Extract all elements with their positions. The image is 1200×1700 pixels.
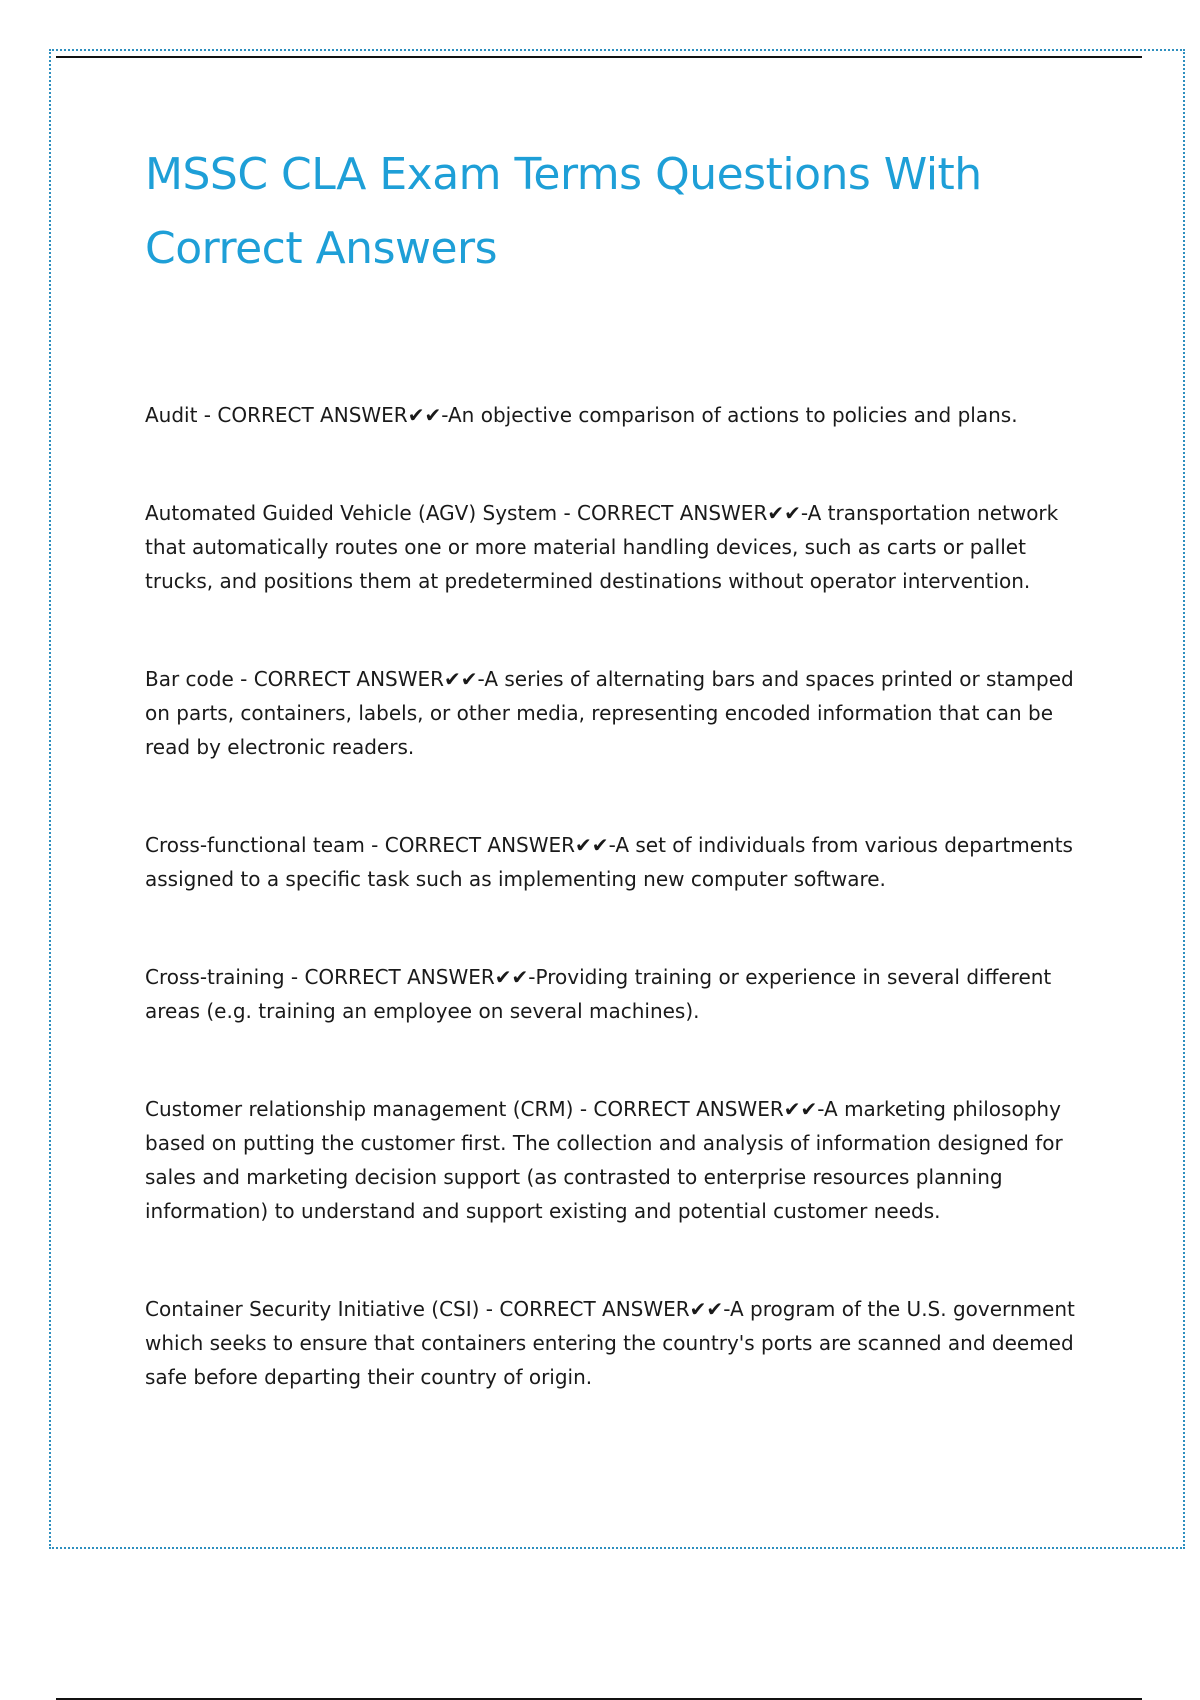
qa-entry-bar-code: Bar code - CORRECT ANSWER✔✔-A series of alternating bars and spaces printed or stamped on parts, containers, labels, or other media, representing encoded information that can be read by electronic readers.	[145, 667, 1074, 759]
qa-entry-cross-training: Cross-training - CORRECT ANSWER✔✔-Providing training or experience in several different areas (e.g. training an employee on several machines).	[145, 965, 1052, 1023]
document-title: MSSC CLA Exam Terms Questions With Correct Answers	[145, 149, 982, 274]
qa-entry-csi: Container Security Initiative (CSI) - CORRECT ANSWER✔✔-A program of the U.S. government which seeks to ensure that containers entering the country's ports are scanned and deemed safe before departing their country of origin.	[145, 1297, 1075, 1389]
qa-list	[145, 398, 1085, 1458]
qa-entry-agv-system: Automated Guided Vehicle (AGV) System - CORRECT ANSWER✔✔-A transportation network that automatically routes one or more material handling devices, such as carts or pallet trucks, and positions them at predetermined destinations without operator intervention.	[145, 501, 1059, 593]
qa-entry-audit: Audit - CORRECT ANSWER✔✔-An objective comparison of actions to policies and plans.	[145, 403, 1018, 427]
qa-entry-cross-functional-team: Cross-functional team - CORRECT ANSWER✔✔-A set of individuals from various departments assigned to a specific task such as implementing new computer software.	[145, 833, 1073, 891]
qa-entry-crm: Customer relationship management (CRM) - CORRECT ANSWER✔✔-A marketing philosophy based on putting the customer first. The collection and analysis of information designed for sales and marketing decision support (as contrasted to enterprise resources planning information) to understand and support existing and potential customer needs.	[145, 1097, 1063, 1223]
